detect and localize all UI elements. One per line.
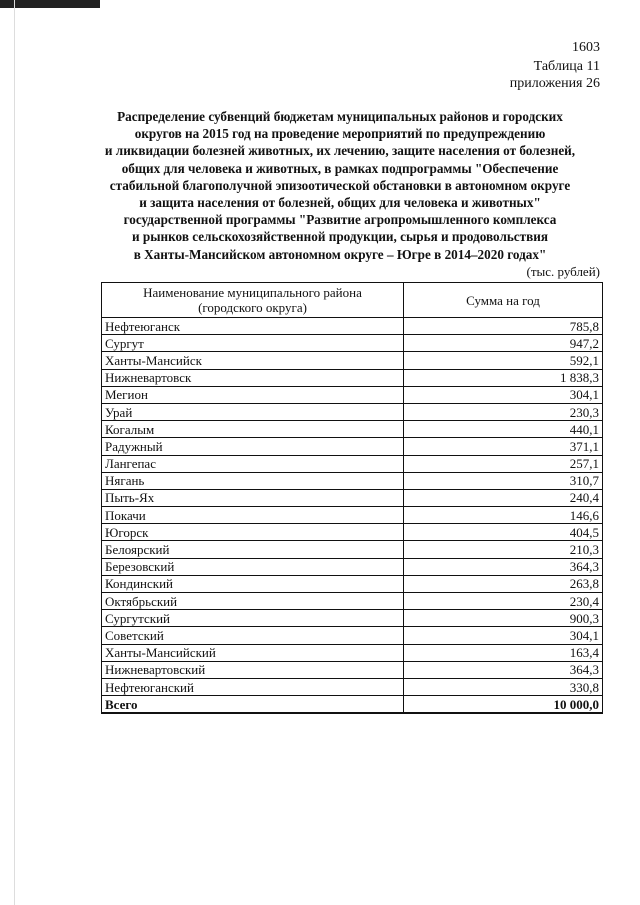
table-row xyxy=(102,403,603,420)
amount-value: 592,1 xyxy=(404,352,603,369)
table-row xyxy=(102,593,603,610)
table-row xyxy=(102,352,603,369)
amount-value: 785,8 xyxy=(404,318,603,335)
header-municipality-line1: Наименование муниципального района xyxy=(143,285,362,300)
amount-value: 263,8 xyxy=(404,575,603,592)
table-row xyxy=(102,610,603,627)
table-row xyxy=(102,575,603,592)
total-row xyxy=(102,696,603,714)
table-row xyxy=(102,421,603,438)
table-row xyxy=(102,335,603,352)
table-row xyxy=(102,678,603,695)
amount-value: 304,1 xyxy=(404,386,603,403)
document-title xyxy=(60,108,620,263)
table-row xyxy=(102,489,603,506)
title-line: в Ханты-Мансийском автономном округе – Югре в 2014–2020 годах" xyxy=(133,246,547,262)
subsidy-table xyxy=(101,282,603,714)
amount-value: 257,1 xyxy=(404,455,603,472)
municipality-name: Пыть-Ях xyxy=(102,489,404,506)
municipality-name: Березовский xyxy=(102,558,404,575)
table-row xyxy=(102,455,603,472)
title-line: Распределение субвенций бюджетам муниципальных районов и городских xyxy=(117,109,563,124)
amount-value: 947,2 xyxy=(404,335,603,352)
table-row xyxy=(102,507,603,524)
municipality-name: Когалым xyxy=(102,421,404,438)
title-line: государственной программы "Развитие агропромышленного комплекса xyxy=(123,212,557,228)
municipality-name: Лангепас xyxy=(102,455,404,472)
table-row xyxy=(102,386,603,403)
municipality-name: Мегион xyxy=(102,386,404,403)
municipality-name: Урай xyxy=(102,403,404,420)
table-body xyxy=(102,318,603,714)
amount-value: 440,1 xyxy=(404,421,603,438)
municipality-name: Нижневартовск xyxy=(102,369,404,386)
table-row xyxy=(102,558,603,575)
municipality-name: Нефтеюганский xyxy=(102,678,404,695)
table-header-row xyxy=(102,283,603,318)
municipality-name: Октябрьский xyxy=(102,593,404,610)
table-row xyxy=(102,541,603,558)
amount-value: 364,3 xyxy=(404,661,603,678)
appendix-number: приложения 26 xyxy=(509,76,600,91)
title-line: общих для человека и животных, в рамках подпрограммы "Обеспечение xyxy=(121,160,559,176)
amount-value: 900,3 xyxy=(404,610,603,627)
municipality-name: Покачи xyxy=(102,507,404,524)
municipality-name: Радужный xyxy=(102,438,404,455)
amount-value: 163,4 xyxy=(404,644,603,661)
amount-value: 210,3 xyxy=(404,541,603,558)
table-row xyxy=(102,524,603,541)
table-row xyxy=(102,472,603,489)
header-municipality xyxy=(102,283,404,318)
title-line: и защита населения от болезней, общих для человека и животных" xyxy=(139,195,541,211)
amount-value: 404,5 xyxy=(404,524,603,541)
units-label: (тыс. рублей) xyxy=(526,264,600,279)
total-label: Всего xyxy=(102,696,404,714)
table-row xyxy=(102,661,603,678)
table-row xyxy=(102,318,603,335)
municipality-name: Сургут xyxy=(102,335,404,352)
title-line: и рынков сельскохозяйственной продукции, сырья и продовольствия xyxy=(132,229,548,245)
table-row xyxy=(102,438,603,455)
page-number: 1603 xyxy=(572,40,600,55)
municipality-name: Ханты-Мансийск xyxy=(102,352,404,369)
scan-artifact xyxy=(0,0,100,8)
header-municipality-line2: (городского округа) xyxy=(198,300,307,315)
amount-value: 330,8 xyxy=(404,678,603,695)
municipality-name: Нижневартовский xyxy=(102,661,404,678)
amount-value: 146,6 xyxy=(404,507,603,524)
amount-value: 364,3 xyxy=(404,558,603,575)
table-reference xyxy=(510,58,600,92)
municipality-name: Югорск xyxy=(102,524,404,541)
title-line: округов на 2015 год на проведение мероприятий по предупреждению xyxy=(134,126,546,142)
header-amount: Сумма на год xyxy=(404,283,603,318)
table-number: Таблица 11 xyxy=(533,59,600,74)
table-row xyxy=(102,644,603,661)
table-row xyxy=(102,627,603,644)
title-line: стабильной благополучной эпизоотической обстановки в автономном округе xyxy=(109,177,571,193)
amount-value: 1 838,3 xyxy=(404,369,603,386)
table-row xyxy=(102,369,603,386)
municipality-name: Кондинский xyxy=(102,575,404,592)
municipality-name: Советский xyxy=(102,627,404,644)
municipality-name: Белоярский xyxy=(102,541,404,558)
amount-value: 230,4 xyxy=(404,593,603,610)
total-amount: 10 000,0 xyxy=(404,696,603,714)
scan-edge xyxy=(14,0,15,905)
amount-value: 240,4 xyxy=(404,489,603,506)
municipality-name: Ханты-Мансийский xyxy=(102,644,404,661)
municipality-name: Нефтеюганск xyxy=(102,318,404,335)
amount-value: 310,7 xyxy=(404,472,603,489)
title-line: и ликвидации болезней животных, их лечению, защите населения от болезней, xyxy=(104,143,576,159)
amount-value: 304,1 xyxy=(404,627,603,644)
amount-value: 371,1 xyxy=(404,438,603,455)
amount-value: 230,3 xyxy=(404,403,603,420)
municipality-name: Сургутский xyxy=(102,610,404,627)
municipality-name: Нягань xyxy=(102,472,404,489)
